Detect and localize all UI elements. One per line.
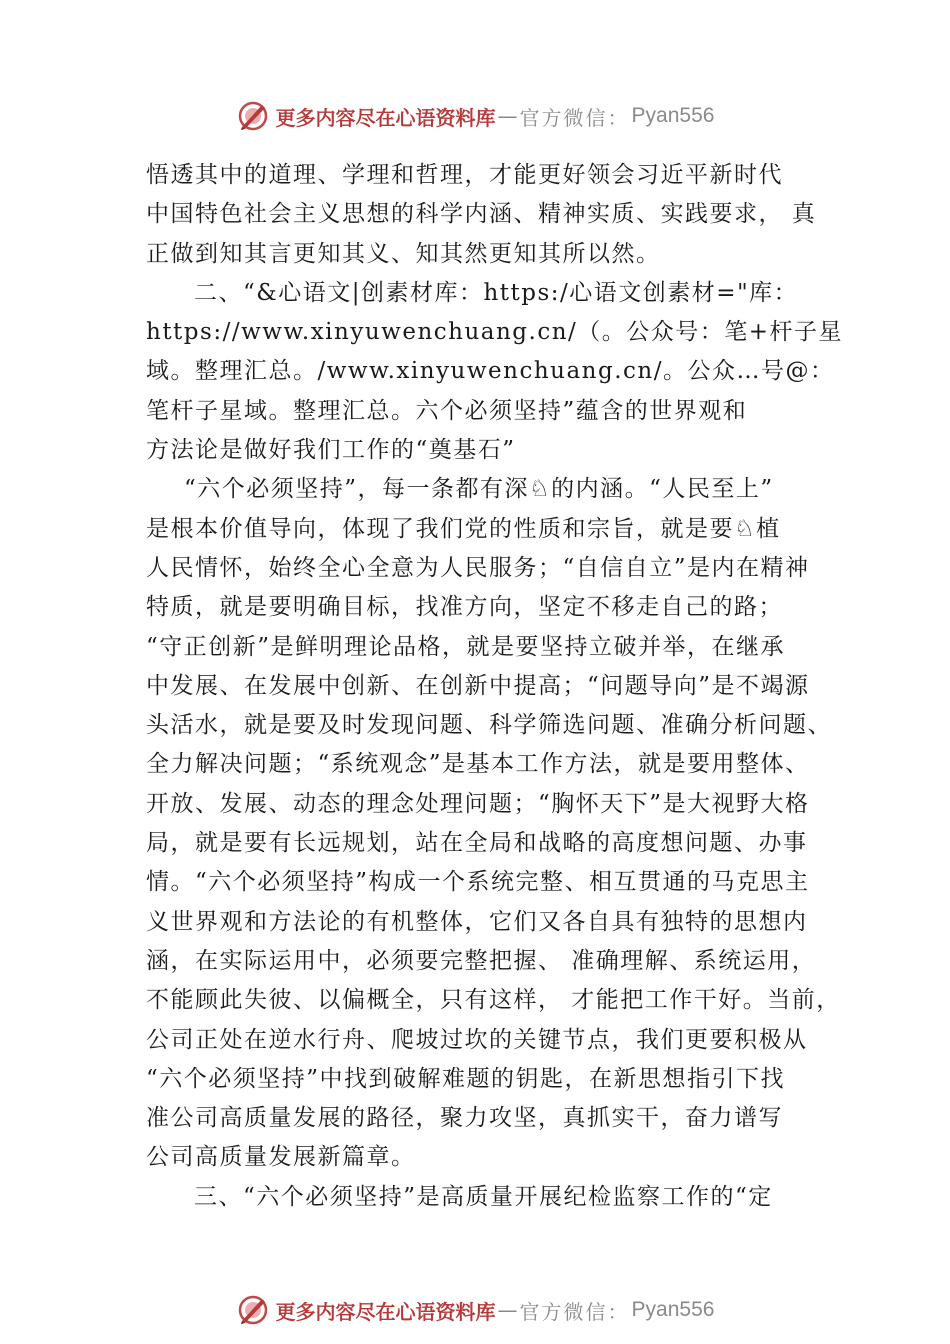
footer-official-label: 官方微信： xyxy=(519,1299,630,1324)
body-line: 域。整理汇总。/www.xinyuwenchuang.cn/。公众…号@： xyxy=(146,358,835,385)
document-body xyxy=(146,156,844,1217)
footer-banner xyxy=(0,1290,950,1330)
header-dash: — xyxy=(497,104,518,128)
body-line: 方法论是做好我们工作的“奠基石” xyxy=(146,437,516,464)
body-line: 涵，在实际运用中，必须要完整把握、 准确理解、系统运用， xyxy=(146,947,817,974)
body-line: 全力解决问题；“系统观念”是基本工作方法，就是要用整体、 xyxy=(146,751,810,778)
section-heading-line: 二、“&心语文|创素材库：https:/心语文创素材="库： xyxy=(194,279,799,306)
body-line: 笔杆子星域。整理汇总。六个必须坚持”蕴含的世界观和 xyxy=(146,397,748,424)
body-line: 义世界观和方法论的有机整体，它们又各自具有独特的思想内 xyxy=(146,908,808,935)
body-line: 公司高质量发展新篇章。 xyxy=(146,1144,416,1171)
footer-brand-text: 更多内容尽在心语资料库 xyxy=(275,1299,496,1324)
footer-wechat-id: Pyan556 xyxy=(631,1298,715,1321)
header-brand-text: 更多内容尽在心语资料库 xyxy=(275,105,496,130)
quill-pen-seal-icon xyxy=(236,1293,270,1327)
header-banner xyxy=(0,96,950,136)
paragraph-start-line: “六个必须坚持”，每一条都有深♘的内涵。“人民至上” xyxy=(184,476,774,503)
body-line: 正做到知其言更知其义、知其然更知其所以然。 xyxy=(146,240,661,267)
body-line: 人民情怀，始终全心全意为人民服务；“自信自立”是内在精神 xyxy=(146,554,810,581)
body-line: 情。“六个必须坚持”构成一个系统完整、相互贯通的马克思主 xyxy=(146,869,810,896)
body-line: https://www.xinyuwenchuang.cn/（。公众号：笔+杆子星 xyxy=(146,319,844,346)
body-line: 公司正处在逆水行舟、爬坡过坎的关键节点，我们更要积极从 xyxy=(146,1026,808,1053)
body-line: 不能顾此失彼、以偏概全，只有这样， 才能把工作干好。当前， xyxy=(146,987,841,1014)
body-line: “守正创新”是鲜明理论品格，就是要坚持立破并举，在继承 xyxy=(146,633,786,660)
body-line: 悟透其中的道理、学理和哲理，才能更好领会习近平新时代 xyxy=(146,162,783,188)
header-official-label: 官方微信： xyxy=(519,105,630,130)
body-line: 特质，就是要明确目标，找准方向，坚定不移走自己的路； xyxy=(146,594,783,621)
section-heading-line: 三、“六个必须坚持”是高质量开展纪检监察工作的“定 xyxy=(194,1183,773,1210)
body-line: 准公司高质量发展的路径，聚力攻坚，真抓实干，奋力谱写 xyxy=(146,1105,783,1132)
body-line: 中国特色社会主义思想的科学内涵、精神实质、实践要求， 真 xyxy=(146,201,817,228)
header-wechat-id: Pyan556 xyxy=(631,104,715,127)
body-line: 局，就是要有长远规划，站在全局和战略的高度想问题、办事 xyxy=(146,830,808,857)
body-line: 开放、发展、动态的理念处理问题；“胸怀天下”是大视野大格 xyxy=(146,790,810,817)
body-line: 中发展、在发展中创新、在创新中提高；“问题导向”是不竭源 xyxy=(146,672,810,699)
footer-dash: — xyxy=(497,1298,518,1322)
body-line: 是根本价值导向，体现了我们党的性质和宗旨，就是要♘植 xyxy=(146,515,781,542)
body-line: “六个必须坚持”中找到破解难题的钥匙，在新思想指引下找 xyxy=(146,1065,786,1092)
quill-pen-seal-icon xyxy=(236,99,270,133)
body-line: 头活水，就是要及时发现问题、科学筛选问题、准确分析问题、 xyxy=(146,712,832,739)
